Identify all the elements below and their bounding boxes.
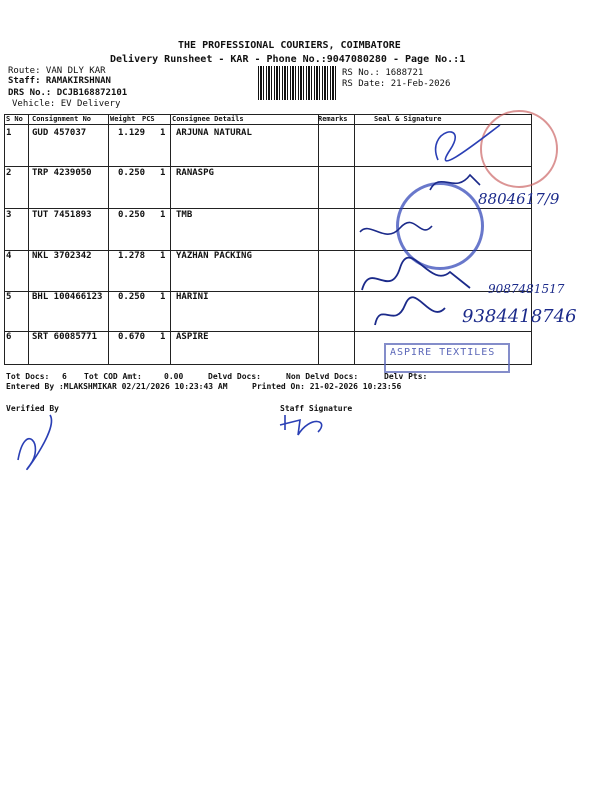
- row-sno: 5: [6, 292, 12, 302]
- row-pcs: 1: [160, 210, 166, 220]
- row-weight: 0.250: [118, 210, 146, 220]
- row-consignment: GUD 457037: [32, 128, 87, 138]
- row-weight: 0.670: [118, 332, 146, 342]
- row-consignee: ASPIRE: [176, 332, 209, 342]
- row-pcs: 1: [160, 251, 166, 261]
- row-pcs: 1: [160, 168, 166, 178]
- route-label: Route: VAN DLY KAR: [8, 66, 106, 76]
- vehicle-label: Vehicle: EV Delivery: [12, 99, 121, 109]
- row-consignee: YAZHAN PACKING: [176, 251, 252, 261]
- row-weight: 1.278: [118, 251, 146, 261]
- row-weight: 0.250: [118, 292, 146, 302]
- row-weight: 1.129: [118, 128, 146, 138]
- tot-cod-label: Tot COD Amt:: [84, 372, 142, 381]
- row-sno: 1: [6, 128, 12, 138]
- row-consignee: HARINI: [176, 292, 209, 302]
- drs-number: DRS No.: DCJB168872101: [8, 88, 128, 98]
- row-sno: 4: [6, 251, 12, 261]
- row-sno: 6: [6, 332, 12, 342]
- row-consignment: TUT 7451893: [32, 210, 92, 220]
- header-consignment: Consignment No: [32, 115, 92, 123]
- verified-by-label: Verified By: [6, 404, 59, 413]
- row-consignment: TRP 4239050: [32, 168, 92, 178]
- handwritten-phone-2: 8804617/9: [478, 190, 560, 208]
- row-consignee: ARJUNA NATURAL: [176, 128, 252, 138]
- header-seal-signature: Seal & Signature: [374, 115, 442, 123]
- staff-label: Staff: RAMAKIRSHNAN: [8, 76, 111, 86]
- header-weight: Weight: [110, 115, 136, 123]
- header-remarks: Remarks: [318, 115, 348, 123]
- delvd-docs-label: Delvd Docs:: [208, 372, 261, 381]
- header-consignee: Consignee Details: [172, 115, 244, 123]
- printed-on: Printed On: 21-02-2026 10:23:56: [252, 382, 402, 391]
- delv-pts-label: Delv Pts:: [384, 372, 428, 381]
- row-sno: 2: [6, 168, 12, 178]
- tot-docs-value: 6: [62, 372, 67, 381]
- row-consignment: NKL 3702342: [32, 251, 92, 261]
- aspire-stamp-text: ASPIRE TEXTILES: [390, 347, 496, 358]
- rs-number: RS No.: 1688721: [342, 68, 424, 78]
- runsheet-subtitle: Delivery Runsheet - KAR - Phone No.:9047080280 - Page No.:1: [110, 54, 466, 65]
- row-consignment: BHL 100466123: [32, 292, 103, 302]
- row-weight: 0.250: [118, 168, 146, 178]
- staff-signature-label: Staff Signature: [280, 404, 353, 413]
- row-pcs: 1: [160, 292, 166, 302]
- non-delvd-docs-label: Non Delvd Docs:: [286, 372, 359, 381]
- company-name: THE PROFESSIONAL COURIERS, COIMBATORE: [178, 40, 401, 51]
- rs-date: RS Date: 21-Feb-2026: [342, 79, 451, 89]
- header-sno: S No: [6, 115, 23, 123]
- row-consignee: TMB: [176, 210, 193, 220]
- row-consignment: SRT 60085771: [32, 332, 98, 342]
- handwritten-phone-4: 9087481517: [488, 282, 565, 296]
- entered-by: Entered By :MLAKSHMIKAR 02/21/2026 10:23:43 AM: [6, 382, 228, 391]
- row-sno: 3: [6, 210, 12, 220]
- tot-cod-value: 0.00: [164, 372, 184, 381]
- handwritten-phone-5: 9384418746: [462, 306, 577, 327]
- tot-docs-label: Tot Docs:: [6, 372, 50, 381]
- row-pcs: 1: [160, 128, 166, 138]
- row-pcs: 1: [160, 332, 166, 342]
- header-pcs: PCS: [142, 115, 155, 123]
- row-consignee: RANASPG: [176, 168, 214, 178]
